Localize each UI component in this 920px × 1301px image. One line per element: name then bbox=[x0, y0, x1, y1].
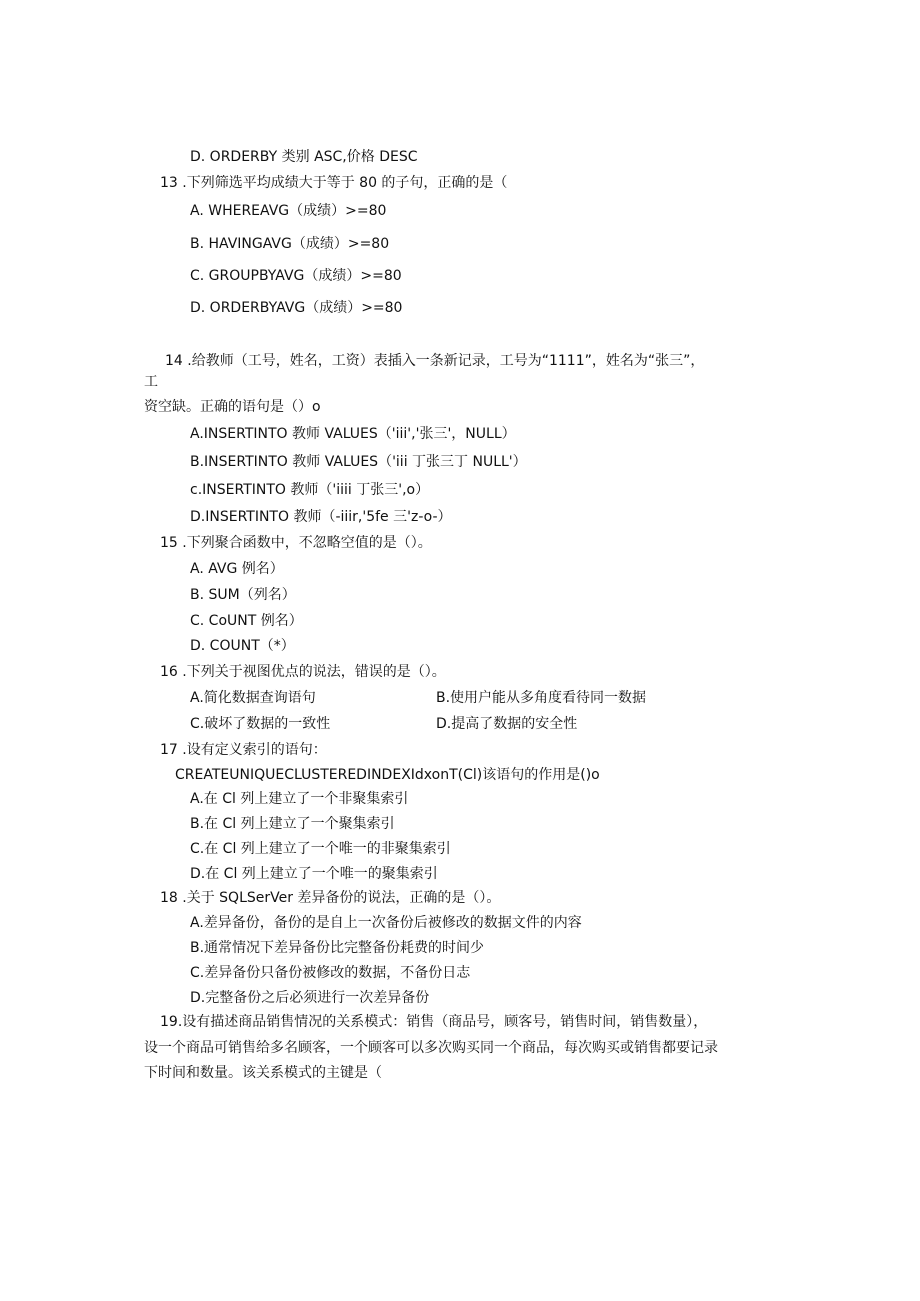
q13-option-b: B. HAVINGAVG（成绩）>=80 bbox=[190, 236, 390, 252]
q19-line1: 19.设有描述商品销售情况的关系模式：销售（商品号，顾客号，销售时间，销售数量）， bbox=[160, 1014, 708, 1030]
q14-stem-line2: 工 bbox=[144, 374, 158, 390]
q15-option-c: C. CoUNT 例名） bbox=[190, 613, 303, 629]
q17-option-d: D.在 Cl 列上建立了一个唯一的聚集索引 bbox=[190, 866, 438, 882]
q13-option-a: A. WHEREAVG（成绩）>=80 bbox=[190, 203, 387, 219]
q14-option-a: A.INSERTINTO 教师 VALUES（'iii','张三'，NULL） bbox=[190, 426, 516, 442]
q16-option-c: C.破坏了数据的一致性 bbox=[190, 716, 331, 732]
q17-stem: 17 .设有定义索引的语句： bbox=[160, 742, 327, 758]
q19-line3: 下时间和数量。该关系模式的主键是（ bbox=[144, 1065, 382, 1081]
q13-option-d: D. ORDERBYAVG（成绩）>=80 bbox=[190, 300, 403, 316]
q17-code: CREATEUNIQUECLUSTEREDINDEXIdxonT(Cl)该语句的作用是()o bbox=[175, 767, 600, 783]
q18-option-c: C.差异备份只备份被修改的数据，不备份日志 bbox=[190, 965, 471, 981]
q17-option-b: B.在 Cl 列上建立了一个聚集索引 bbox=[190, 816, 395, 832]
q14-option-d: D.INSERTINTO 教师（-iiir,'5fe 三'z-o-） bbox=[190, 509, 452, 525]
q19-line2: 设一个商品可销售给多名顾客，一个顾客可以多次购买同一个商品，每次购买或销售都要记录 bbox=[144, 1040, 718, 1056]
q13-option-c: C. GROUPBYAVG（成绩）>=80 bbox=[190, 268, 402, 284]
q13-stem: 13 .下列筛选平均成绩大于等于 80 的子句，正确的是（ bbox=[160, 175, 508, 191]
q15-option-d: D. COUNT（*） bbox=[190, 638, 295, 654]
q15-option-a: A. AVG 例名） bbox=[190, 561, 284, 577]
q16-option-d: D.提高了数据的安全性 bbox=[436, 716, 578, 732]
q16-option-b: B.使用户能从多角度看待同一数据 bbox=[436, 690, 647, 706]
q18-option-d: D.完整备份之后必须进行一次差异备份 bbox=[190, 990, 430, 1006]
q17-option-a: A.在 Cl 列上建立了一个非聚集索引 bbox=[190, 791, 409, 807]
q16-stem: 16 .下列关于视图优点的说法，错误的是（）。 bbox=[160, 664, 446, 680]
q18-option-b: B.通常情况下差异备份比完整备份耗费的时间少 bbox=[190, 940, 485, 956]
q18-stem: 18 .关于 SQLSerVer 差异备份的说法，正确的是（）。 bbox=[160, 890, 501, 906]
q18-option-a: A.差异备份，备份的是自上一次备份后被修改的数据文件的内容 bbox=[190, 915, 582, 931]
q12-option-d: D. ORDERBY 类别 ASC,价格 DESC bbox=[190, 149, 418, 165]
q14-stem-line3: 资空缺。正确的语句是（）o bbox=[144, 399, 321, 415]
q14-option-c: c.INSERTINTO 教师（'iiii 丁张三',o） bbox=[190, 482, 430, 498]
q14-stem-line1: 14 .给教师（工号，姓名，工资）表插入一条新记录，工号为“1111”，姓名为“张三”， bbox=[165, 353, 705, 369]
q15-option-b: B. SUM（列名） bbox=[190, 587, 296, 603]
q17-option-c: C.在 Cl 列上建立了一个唯一的非聚集索引 bbox=[190, 841, 451, 857]
q16-option-a: A.简化数据查询语句 bbox=[190, 690, 316, 706]
q15-stem: 15 .下列聚合函数中，不忽略空值的是（）。 bbox=[160, 535, 432, 551]
q14-option-b: B.INSERTINTO 教师 VALUES（'iii 丁张三丁 NULL'） bbox=[190, 454, 527, 470]
